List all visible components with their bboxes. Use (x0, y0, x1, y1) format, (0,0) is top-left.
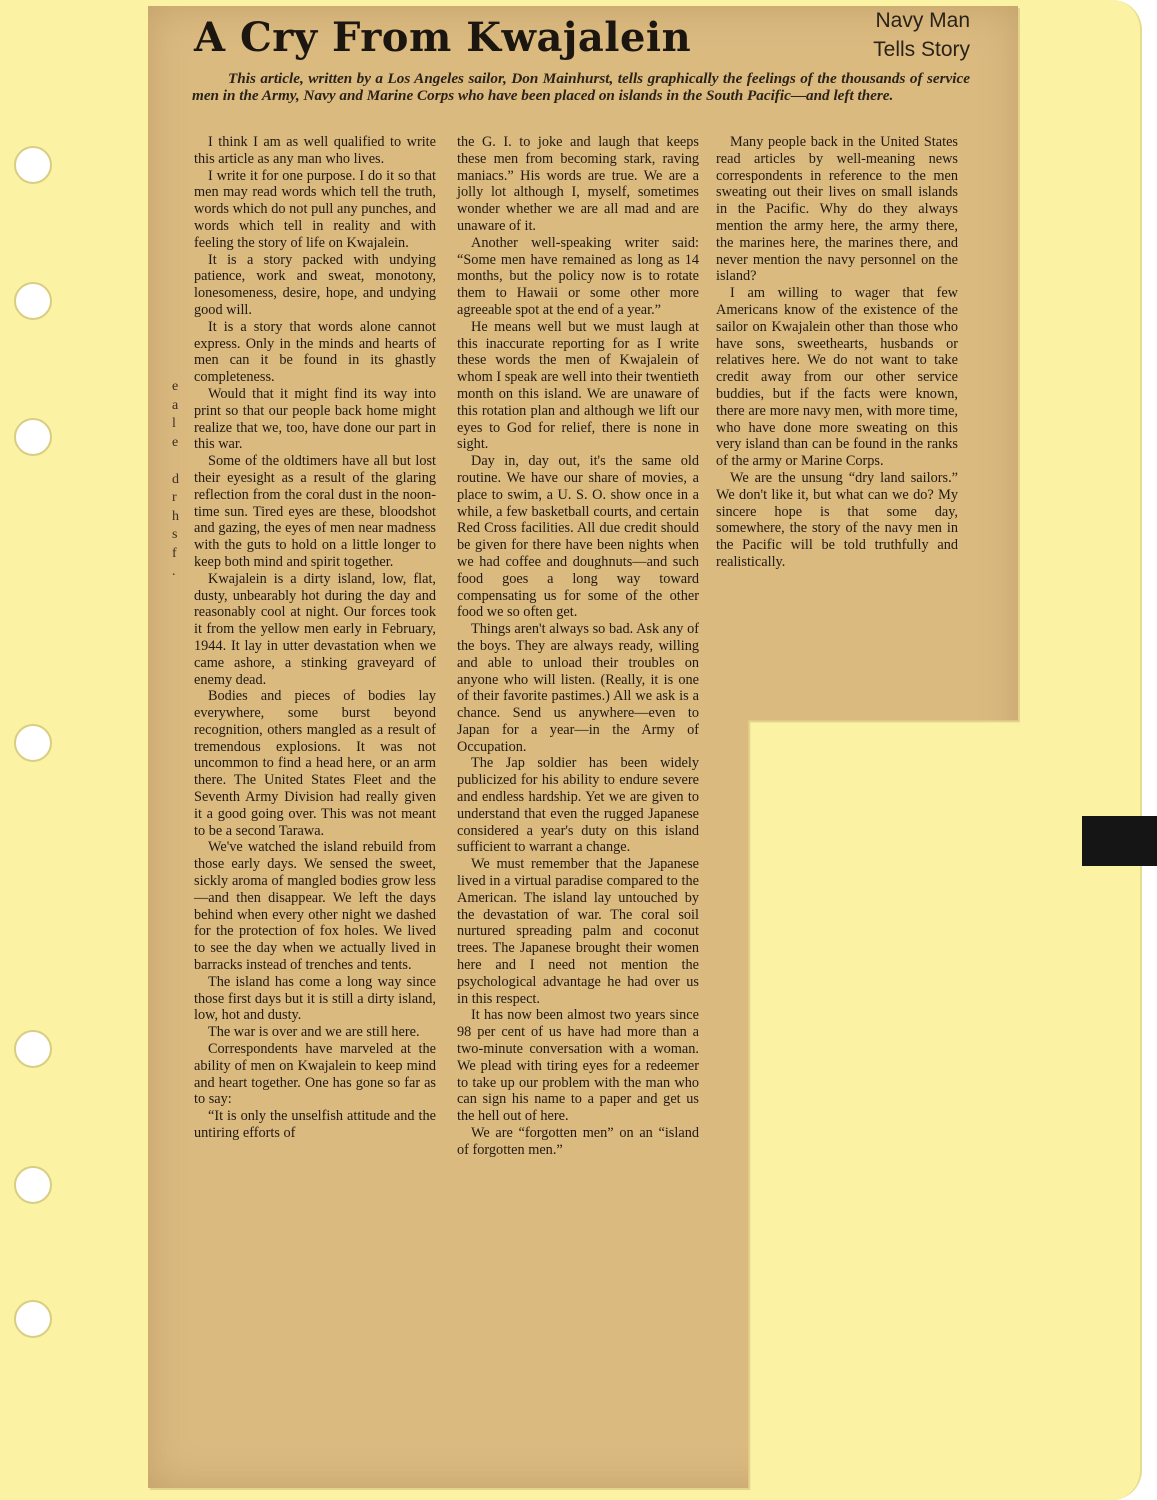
paragraph: the G. I. to joke and laugh that keeps these men from becoming stark, raving maniacs.” His words are true. We are a jolly lot although I, myself, sometimes wonder whether we are all mad and are unaware of it. (457, 134, 699, 234)
paragraph: We are “forgotten men” on an “island of forgotten men.” (457, 1125, 699, 1158)
paragraph: It is a story that words alone cannot express. Only in the minds and hearts of men can it be found in its ghastly completeness. (194, 318, 436, 386)
article-column-3 (716, 134, 958, 571)
kicker-line: Navy Man (875, 9, 970, 32)
paragraph: We are the unsung “dry land sailors.” We don't like it, but what can we do? My sincere hope is that some day, somewhere, the story of the navy men in the Pacific will be told truthfully and realistically. (716, 469, 958, 570)
paragraph: The war is over and we are still here. (208, 1024, 420, 1041)
paragraph: I write it for one purpose. I do it so that men may read words which tell the truth, words which do not pull any punches, and words which tell in reality and with feeling the story of life on Kwajalein. (194, 167, 436, 251)
article-intro: This article, written by a Los Angeles sailor, Don Mainhurst, tells graphically the feelings of the thousands of service men in the Army, Navy and Marine Corps who have been placed on islands in the South Pacific—and left there. (192, 70, 970, 104)
paragraph: Kwajalein is a dirty island, low, flat, dusty, unbearably hot during the day and reasonably cool at night. Our forces took it from the yellow men early in February, 1944. It lay in utter devastation when we came ashore, a stinking graveyard of enemy dead. (194, 570, 436, 688)
paragraph: It has now been almost two years since 98 per cent of us have had more than a two-minute conversation with a woman. We plead with tiring eyes for a redeemer to take up our problem with the man who can sign his name to a paper and get us the hell out of here. (457, 1007, 699, 1125)
binder-hole (14, 724, 52, 762)
paragraph: Some of the oldtimers have all but lost their eyesight as a result of the glaring reflection from the coral dust in the noon-time sun. Tired eyes are these, bloodshot and gazing, the eyes of men near madness with the guts to hold on a little longer to keep both mind and spirit together. (194, 453, 436, 570)
paragraph: We've watched the island rebuild from those early days. We sensed the sweet, sickly aroma of mangled bodies grow less—and then disappear. We left the days behind when every other night we dashed for the protection of fox holes. We lived to see the day when we actually lived in barracks instead of trenches and tents. (194, 839, 436, 974)
kicker-line: Tells Story (873, 38, 970, 61)
paragraph: I think I am as well qualified to write this article as any man who lives. (194, 134, 436, 167)
paragraph: Things aren't always so bad. Ask any of the boys. They are always ready, willing and able to unload their troubles on anyone who will listen. (Really, it is one of their favorite pastimes.) All we ask is a chance. Send us anywhere—even to Japan for a year—in the Army of Occupation. (457, 621, 699, 755)
paragraph: Another well-speaking writer said: “Some men have remained as long as 14 months, but the policy now is to rotate them to Hawaii or some other more agreeable spot at the end of a year.” (457, 234, 699, 318)
paragraph: Correspondents have marveled at the ability of men on Kwajalein to keep mind and heart together. One has gone so far as to say: (194, 1041, 436, 1108)
kicker (846, 6, 970, 64)
binder-hole (14, 146, 52, 184)
paragraph: Bodies and pieces of bodies lay everywhere, some burst beyond recognition, others mangled as a result of tremendous explosions. It was not uncommon to find a head here, or an arm there. The United States Fleet and the Seventh Army Division had really given it a good going over. This was not meant to be a second Tarawa. (194, 688, 436, 839)
binder-hole (14, 282, 52, 320)
binder-hole (14, 1166, 52, 1204)
torn-edge-letters: e a l e d r h s f . (172, 379, 179, 579)
paragraph: Many people back in the United States read articles by well-meaning news correspondents in reference to the men sweating out their lives on small islands in the Pacific. Why do they always mention the army here, the army there, the marines here, the marines there, and never mention the navy personnel on the island? (716, 134, 958, 285)
article-column-1 (194, 134, 436, 1142)
binder-hole (14, 1300, 52, 1338)
article-headline: A Cry From Kwajalein (194, 14, 692, 61)
paragraph: It is a story packed with undying patience, work and sweat, monotony, lonesomeness, desire, hope, and undying good will. (194, 251, 436, 318)
paragraph: “It is only the unselfish attitude and the untiring efforts of (194, 1108, 436, 1142)
paragraph: We must remember that the Japanese lived in a virtual paradise compared to the American. The island lay untouched by the devastation of war. The coral soil nurtured spreading palm and coconut trees. The Japanese brought their women here and I need not mention the psychological advantage he had over us in this respect. (457, 856, 699, 1007)
index-tab (1082, 816, 1157, 866)
paragraph: I am willing to wager that few Americans know of the existence of the sailor on Kwajalein other than those who have sons, sweethearts, husbands or relatives here. We do not want to take credit away from our other service buddies, but if the facts were known, there are more navy men, with more time, who have done more sweating on this very island than can be found in the ranks of the army or Marine Corps. (716, 285, 958, 470)
paragraph: Day in, day out, it's the same old routine. We have our share of movies, a place to swim, a U. S. O. show once in a while, a few basketball courts, and certain Red Cross facilities. All due credit should be given for there have been nights when we had coffee and doughnuts—and such food goes a long way toward compensating us for some of the other food we so often get. (457, 453, 699, 621)
paragraph: Would that it might find its way into print so that our people back home might realize that we, too, have done our part in this war. (194, 385, 436, 453)
binder-hole (14, 418, 52, 456)
binder-hole (14, 1030, 52, 1068)
paragraph: The island has come a long way since those first days but it is still a dirty island, low, hot and dusty. (194, 973, 436, 1024)
paragraph: He means well but we must laugh at this inaccurate reporting for as I write these words the men of Kwajalein of whom I speak are well into their twentieth month on this island. We are unaware of this rotation plan and although we lift our eyes to God for relief, there is none in sight. (457, 318, 699, 453)
article-column-2 (457, 134, 699, 1159)
paragraph: The Jap soldier has been widely publicized for his ability to endure severe and endless hardship. Yet we are given to understand that even the rugged Japanese considered a year's duty on this island sufficient to warrant a change. (457, 755, 699, 856)
